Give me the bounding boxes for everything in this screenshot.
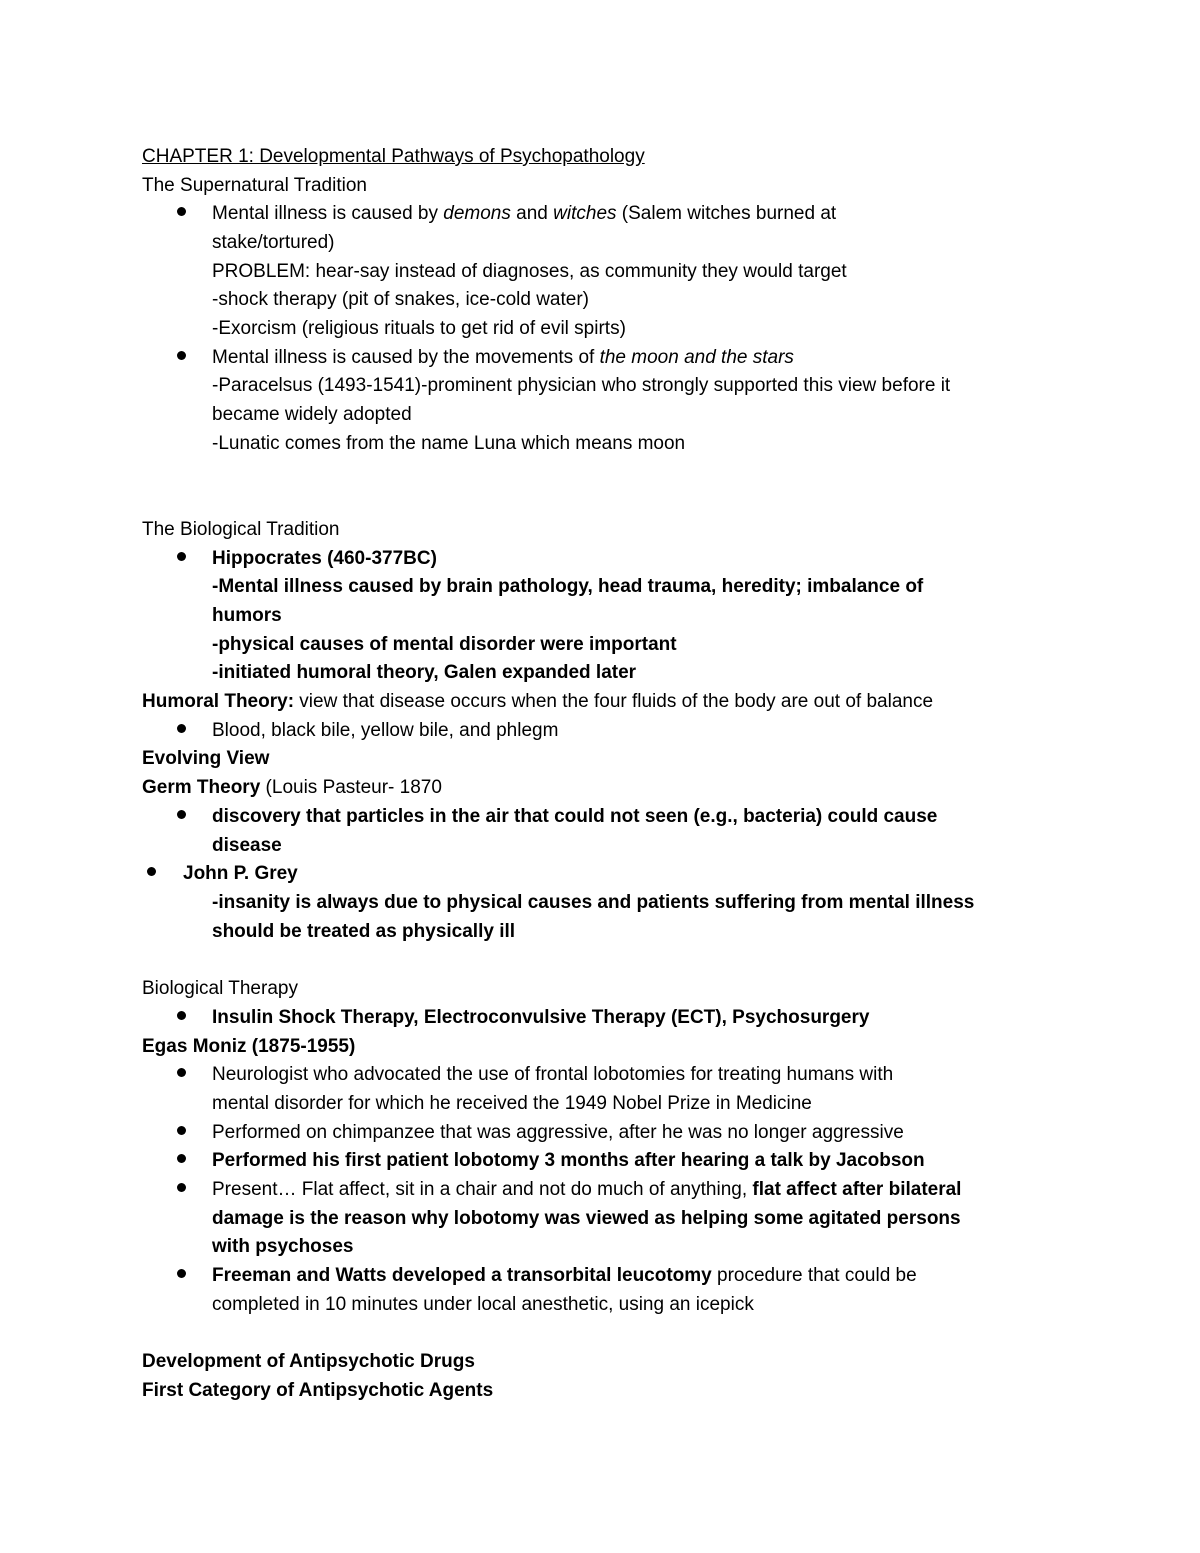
problem-line: PROBLEM: hear-say instead of diagnoses, as community they would target — [212, 261, 847, 282]
bullet-icon — [177, 1011, 186, 1020]
moniz-bullet-4-cont: damage is the reason why lobotomy was viewed as helping some agitated persons — [212, 1208, 961, 1229]
bullet-icon — [177, 207, 186, 216]
moniz-heading: Egas Moniz (1875-1955) — [142, 1036, 356, 1057]
biological-therapy-heading: Biological Therapy — [142, 978, 298, 999]
moniz-bullet-2: Performed on chimpanzee that was aggressive, after he was no longer aggressive — [212, 1122, 904, 1143]
hippocrates-point-3: -initiated humoral theory, Galen expanded later — [212, 662, 637, 683]
bullet-icon — [177, 1154, 186, 1163]
hippocrates-line: Hippocrates (460-377BC) — [212, 548, 437, 569]
bullet-icon — [177, 810, 186, 819]
fluids-line: Blood, black bile, yellow bile, and phlegm — [212, 720, 559, 741]
moniz-bullet-4-cont2: with psychoses — [212, 1236, 354, 1257]
moniz-bullet-3: Performed his first patient lobotomy 3 months after hearing a talk by Jacobson — [212, 1150, 925, 1171]
moniz-bullet-5: Freeman and Watts developed a transorbital leucotomy procedure that could be — [212, 1265, 917, 1286]
grey-point: -insanity is always due to physical causes and patients suffering from mental illness — [212, 892, 975, 913]
germ-bullet-cont: disease — [212, 835, 282, 856]
paracelsus-line: -Paracelsus (1493-1541)-prominent physician who strongly supported this view before it — [212, 375, 951, 396]
therapy-bullet: Insulin Shock Therapy, Electroconvulsive Therapy (ECT), Psychosurgery — [212, 1007, 870, 1028]
shock-line: -shock therapy (pit of snakes, ice-cold water) — [212, 289, 589, 310]
grey-point-cont: should be treated as physically ill — [212, 921, 516, 942]
supernatural-heading: The Supernatural Tradition — [142, 175, 367, 196]
bullet-icon — [177, 724, 186, 733]
antipsychotic-heading: Development of Antipsychotic Drugs — [142, 1351, 475, 1372]
supernatural-bullet-moon: Mental illness is caused by the movements of the moon and the stars — [212, 347, 794, 368]
moniz-bullet-4: Present… Flat affect, sit in a chair and not do much of anything, flat affect after bilateral — [212, 1179, 962, 1200]
hippocrates-point-2: -physical causes of mental disorder were important — [212, 634, 677, 655]
hippocrates-point-1: -Mental illness caused by brain pathology, head trauma, heredity; imbalance of — [212, 576, 924, 597]
moniz-bullet-5-cont: completed in 10 minutes under local anesthetic, using an icepick — [212, 1294, 754, 1315]
bullet-icon — [177, 552, 186, 561]
hippocrates-point-1-cont: humors — [212, 605, 282, 626]
first-category-heading: First Category of Antipsychotic Agents — [142, 1380, 494, 1401]
moniz-bullet-1: Neurologist who advocated the use of frontal lobotomies for treating humans with — [212, 1064, 894, 1085]
exorcism-line: -Exorcism (religious rituals to get rid of evil spirts) — [212, 318, 626, 339]
evolving-view-heading: Evolving View — [142, 748, 270, 769]
bullet-icon — [177, 351, 186, 360]
supernatural-bullet-demons-cont: stake/tortured) — [212, 232, 335, 253]
humoral-theory-line: Humoral Theory: view that disease occurs when the four fluids of the body are out of balance — [142, 691, 934, 712]
bullet-icon — [147, 867, 156, 876]
germ-bullet: discovery that particles in the air that could not seen (e.g., bacteria) could cause — [212, 806, 938, 827]
moniz-bullet-1-cont: mental disorder for which he received the 1949 Nobel Prize in Medicine — [212, 1093, 812, 1114]
bullet-icon — [177, 1269, 186, 1278]
lunatic-line: -Lunatic comes from the name Luna which means moon — [212, 433, 686, 454]
grey-line: John P. Grey — [183, 863, 298, 884]
bullet-icon — [177, 1126, 186, 1135]
bullet-icon — [177, 1068, 186, 1077]
bullet-icon — [177, 1183, 186, 1192]
chapter-title: CHAPTER 1: Developmental Pathways of Psychopathology — [142, 146, 645, 167]
paracelsus-line-cont: became widely adopted — [212, 404, 412, 425]
supernatural-bullet-demons: Mental illness is caused by demons and witches (Salem witches burned at — [212, 203, 837, 224]
germ-theory-line: Germ Theory (Louis Pasteur- 1870 — [142, 777, 442, 798]
biological-heading: The Biological Tradition — [142, 519, 340, 540]
